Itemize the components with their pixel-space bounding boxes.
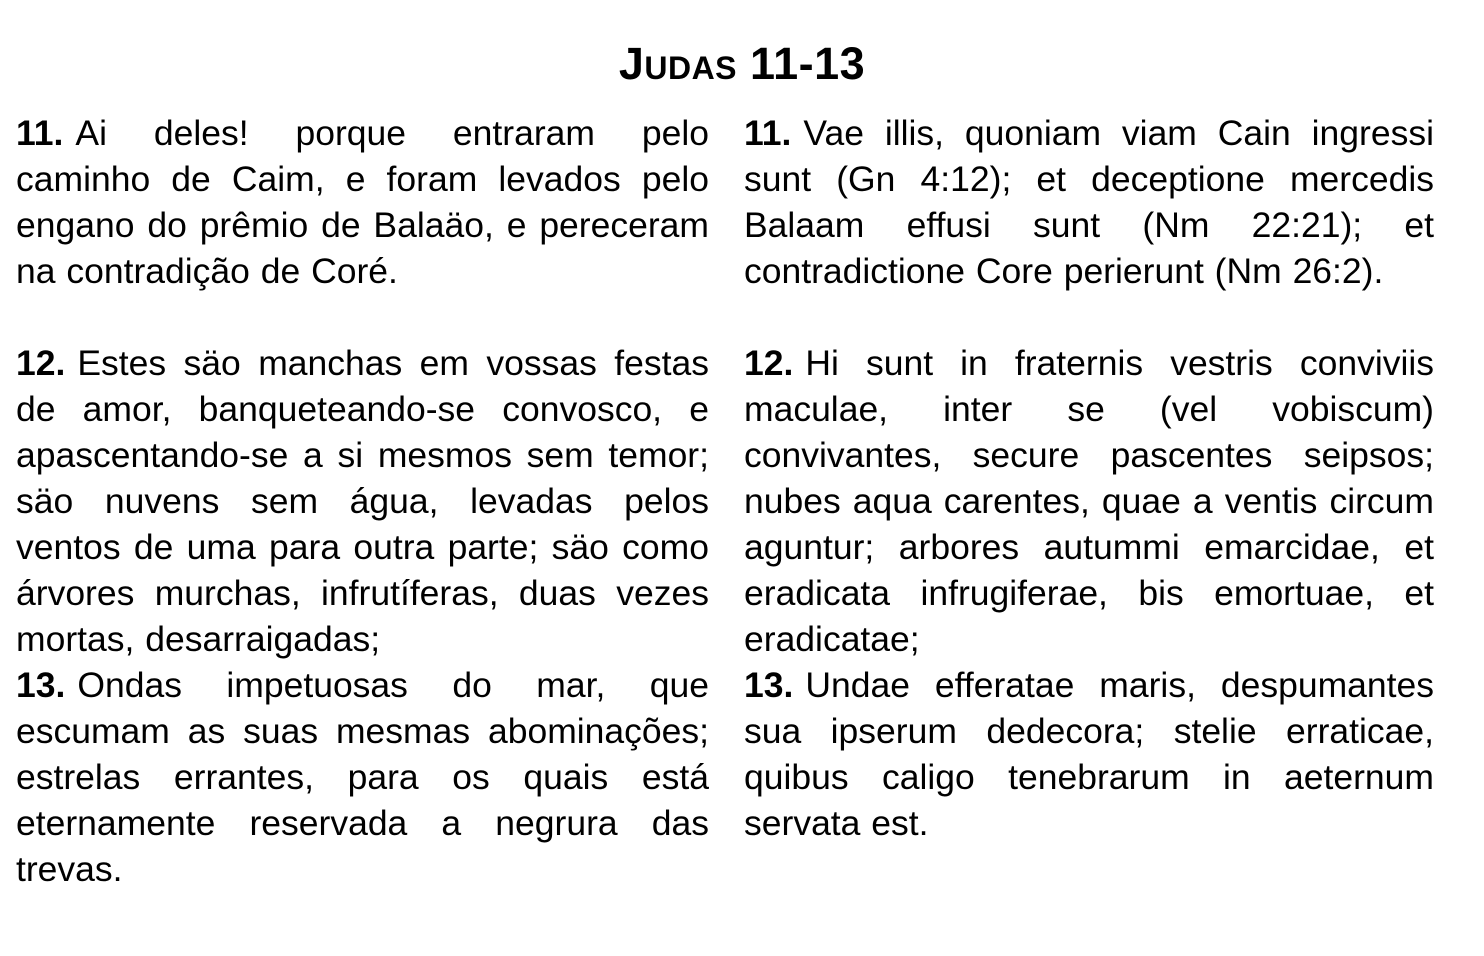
verse-number: 12. bbox=[744, 343, 794, 383]
verse-text: Hi sunt in fraternis vestris conviviis maculae, inter se (vel vobiscum) convivantes, secure pascentes seipsos; nubes aqua carentes, quae a ventis circum aguntur; arbores autummi emarcidae, et eradicata infrugiferae, bis emortuae, et eradicatae; bbox=[744, 343, 1434, 659]
verse-text: Estes säo manchas em vossas festas de amor, banqueteando-se convosco, e apascentando-se a si mesmos sem temor; säo nuvens sem água, levadas pelos ventos de uma para outra parte; säo como árvores murchas, infrutíferas, duas vezes mortas, desarraigadas; bbox=[16, 343, 709, 659]
page-title-book: Judas bbox=[618, 38, 738, 90]
verse-number: 11. bbox=[744, 113, 792, 153]
verse-11-portuguese bbox=[16, 110, 709, 340]
verse-12-latin bbox=[744, 340, 1434, 662]
verse-text: Ondas impetuosas do mar, que escumam as suas mesmas abominações; estrelas errantes, para os quais está eternamente reservada a negrura das trevas. bbox=[16, 665, 709, 889]
verse-number: 13. bbox=[16, 665, 66, 705]
page-title-reference: 11-13 bbox=[750, 38, 866, 90]
verse-13-portuguese bbox=[16, 662, 709, 892]
parallel-text-columns bbox=[16, 110, 1434, 892]
verse-text: Ai deles! porque entraram pelo caminho de Caim, e foram levados pelo engano do prêmio de Balaäo, e pereceram na contradição de Coré. bbox=[16, 113, 709, 291]
verse-number: 13. bbox=[744, 665, 794, 705]
verse-number: 12. bbox=[16, 343, 66, 383]
verse-text: Vae illis, quoniam viam Cain ingressi sunt (Gn 4:12); et deceptione mercedis Balaam effusi sunt (Nm 22:21); et contradictione Core perierunt (Nm 26:2). bbox=[744, 113, 1434, 291]
page-title bbox=[0, 40, 1484, 88]
verse-11-latin bbox=[744, 110, 1434, 340]
verse-number: 11. bbox=[16, 113, 64, 153]
verse-text: Undae efferatae maris, despumantes sua ipserum dedecora; stelie erraticae, quibus caligo tenebrarum in aeternum servata est. bbox=[744, 665, 1434, 843]
verse-12-portuguese bbox=[16, 340, 709, 662]
verse-13-latin bbox=[744, 662, 1434, 892]
